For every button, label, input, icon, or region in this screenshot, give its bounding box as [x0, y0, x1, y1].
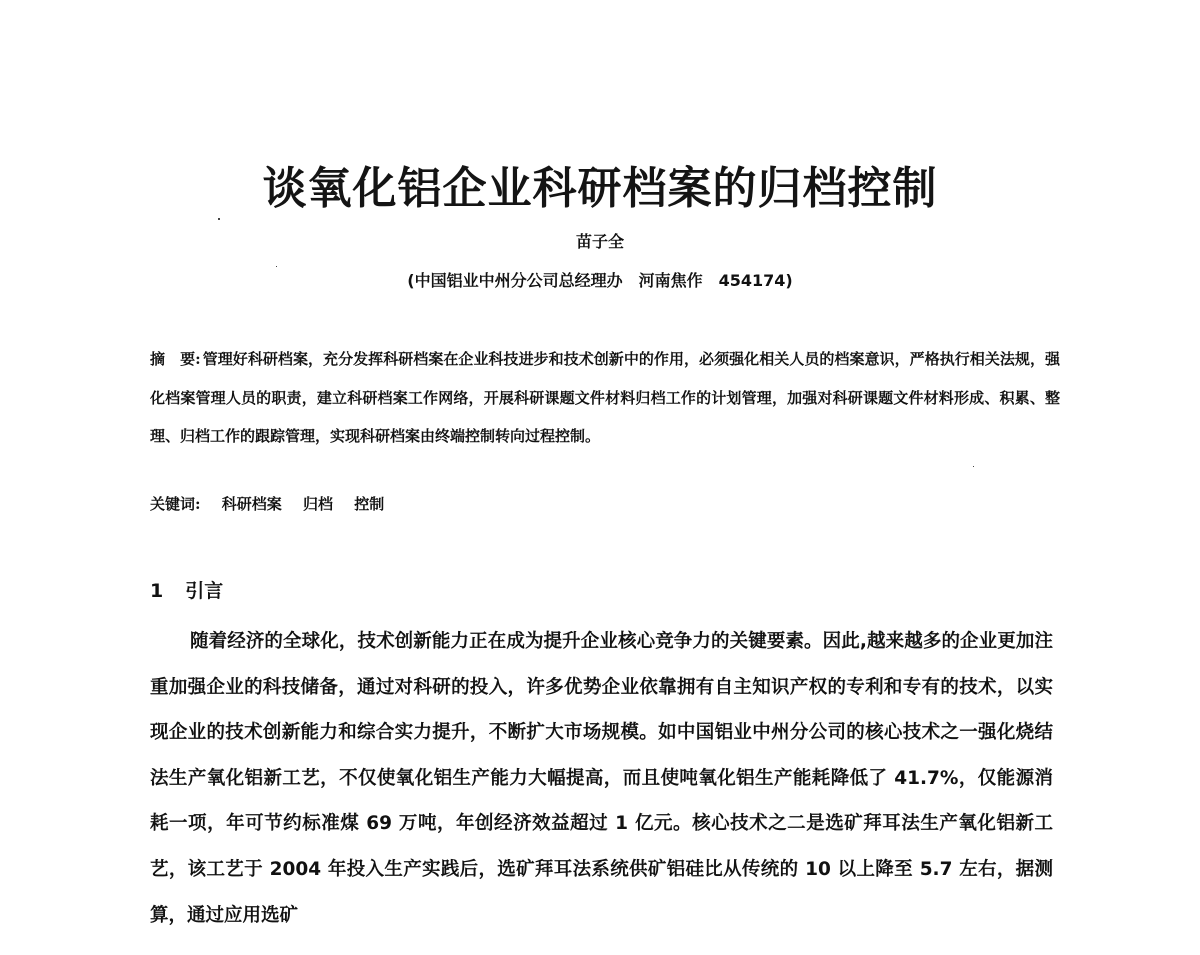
abstract-text: 管理好科研档案，充分发挥科研档案在企业科技进步和技术创新中的作用，必须强化相关人员的档案意识，严格执行相关法规，强化档案管理人员的职责，建立科研档案工作网络，开展科研课题文件材料归档工作的计划管理，加强对科研课题文件材料形成、积累、整理、归档工作的跟踪管理，实现科研档案由终端控制转向过程控制。 [150, 350, 1060, 445]
abstract [150, 340, 1060, 456]
section-heading [150, 576, 223, 603]
section-title: 引言 [185, 580, 224, 602]
keyword-item: 归档 [303, 495, 334, 513]
body-paragraph: 随着经济的全球化，技术创新能力正在成为提升企业核心竞争力的关键要素。因此,越来越多的企业更加注重加强企业的科技储备，通过对科研的投入，许多优势企业依靠拥有自主知识产权的专利和专有的技术，以实现企业的技术创新能力和综合实力提升，不断扩大市场规模。如中国铝业中州分公司的核心技术之一强化烧结法生产氧化铝新工艺，不仅使氧化铝生产能力大幅提高，而且使吨氧化铝生产能耗降低了 41.7%，仅能源消耗一项，年可节约标准煤 69 万吨，年创经济效益超过 1 亿元。核心技术之二是选矿拜耳法生产氧化铝新工艺，该工艺于 2004 年投入生产实践后，选矿拜耳法系统供矿铝硅比从传统的 10 以上降至 5.7 左右，据测算，通过应用选矿 [150, 631, 1053, 926]
keyword-item: 控制 [354, 495, 385, 513]
abstract-label: 摘 要: [150, 350, 201, 368]
scan-speck [218, 218, 220, 220]
keywords [150, 493, 1060, 514]
scan-speck [276, 266, 277, 267]
keyword-item: 科研档案 [221, 495, 282, 513]
paper-title: 谈氧化铝企业科研档案的归档控制 [262, 163, 938, 214]
author-name: 苗子全 [575, 232, 624, 251]
scan-speck [973, 466, 974, 467]
section-number: 1 [150, 580, 164, 602]
author-affiliation: (中国铝业中州分公司总经理办 河南焦作 454174) [407, 271, 793, 290]
keywords-label: 关键词: [150, 495, 201, 513]
